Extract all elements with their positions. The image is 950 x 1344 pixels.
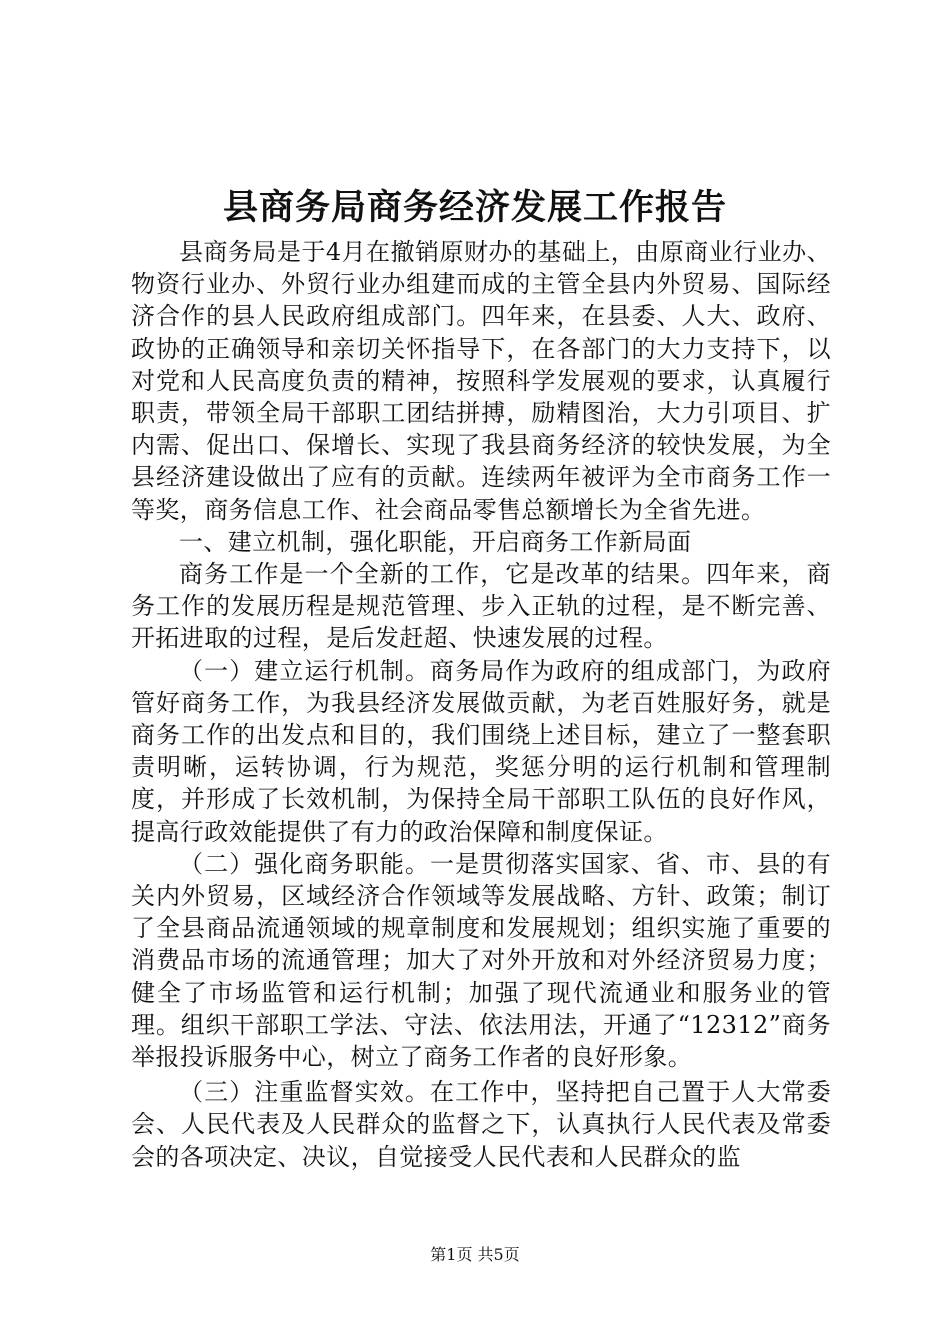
paragraph-mechanism: （一）建立运行机制。商务局作为政府的组成部门，为政府管好商务工作，为我县经济发展做贡献，为老百姓服好务，就是商务工作的出发点和目的，我们围绕上述目标，建立了一整套职责明晰，运转协调，行为规范，奖惩分明的运行机制和管理制度，并形成了长效机制，为保持全局干部职工队伍的良好作风，提高行政效能提供了有力的政治保障和制度保证。: [131, 656, 831, 846]
paragraph-functions: （二）强化商务职能。一是贯彻落实国家、省、市、县的有关内外贸易，区域经济合作领域等发展战略、方针、政策；制订了全县商品流通领域的规章制度和发展规划；组织实施了重要的消费品市场的流通管理；加大了对外开放和对外经济贸易力度；健全了市场监管和运行机制；加强了现代流通业和服务业的管理。组织干部职工学法、守法、依法用法，开通了“12312”商务举报投诉服务中心，树立了商务工作者的良好形象。: [131, 849, 831, 1072]
section-heading-1: 一、建立机制，强化职能，开启商务工作新局面: [179, 527, 692, 556]
paragraph-section-1-intro: 商务工作是一个全新的工作，它是改革的结果。四年来，商务工作的发展历程是规范管理、步入正轨的过程，是不断完善、开拓进取的过程，是后发赶超、快速发展的过程。: [131, 560, 831, 653]
paragraph-intro: 县商务局是于4月在撤销原财办的基础上，由原商业行业办、物资行业办、外贸行业办组建而成的主管全县内外贸易、国际经济合作的县人民政府组成部门。四年来，在县委、人大、政府、政协的正确领导和亲切关怀指导下，在各部门的大力支持下，以对党和人民高度负责的精神，按照科学发展观的要求，认真履行职责，带领全局干部职工团结拼搏，励精图治，大力引项目、扩内需、促出口、保增长、实现了我县商务经济的较快发展，为全县经济建设做出了应有的贡献。连续两年被评为全市商务工作一等奖，商务信息工作、社会商品零售总额增长为全省先进。: [131, 238, 831, 524]
document-title: 县商务局商务经济发展工作报告: [222, 187, 727, 228]
paragraph-supervision: （三）注重监督实效。在工作中，坚持把自己置于人大常委会、人民代表及人民群众的监督之下，认真执行人民代表及常委会的各项决定、决议，自觉接受人民代表和人民群众的监: [131, 1078, 831, 1171]
document-body: [131, 236, 831, 1173]
page-number-footer: 第1页 共5页: [430, 1245, 520, 1264]
